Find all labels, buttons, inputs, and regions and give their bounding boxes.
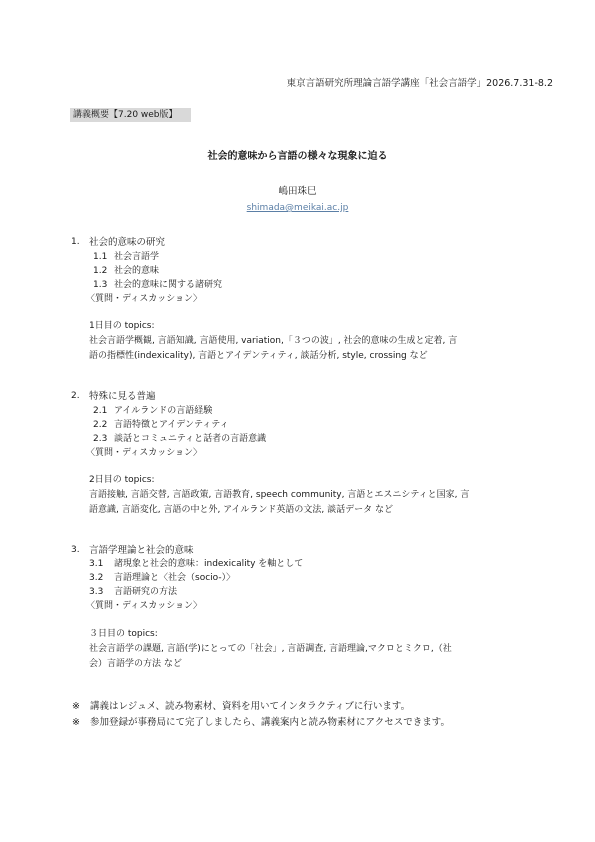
author-name: 嶋田珠巳: [278, 186, 317, 197]
discussion-label: 〈質問・ディスカッション〉: [86, 294, 203, 304]
subsection-label: 社会的意味: [114, 266, 160, 276]
subsection-label: 社会的意味に関する諸研究: [114, 280, 223, 290]
note-item: [72, 714, 450, 728]
topics-text-line: 語意識, 言語変化, 言語の中と外, アイルランド英語の文法, 談話データ など: [89, 505, 393, 515]
subsection-label: 諸現象と社会的意味：indexicality を軸として: [114, 559, 304, 569]
subsection-number: 3.3: [89, 587, 104, 597]
section-number: 2.: [71, 391, 80, 401]
topics-text-line: 会）言語学の方法 など: [89, 659, 182, 669]
topics-text-line: 語の指標性(indexicality), 言語とアイデンティティ, 談話分析, style, crossing など: [89, 351, 428, 361]
subsection-number: 1.3: [93, 280, 108, 290]
note-text: 参加登録が事務局にて完了しましたら、講義案内と読み物素材にアクセスできます。: [90, 717, 450, 728]
section-number: 3.: [71, 545, 80, 555]
subsection-label: 言語理論と〈社会（socio-）〉: [114, 573, 236, 583]
note-item: [72, 698, 410, 712]
subsection-label: 言語研究の方法: [114, 587, 178, 597]
section-title: 特殊に見る普遍: [89, 391, 156, 402]
note-text: 講義はレジュメ、読み物素材、資料を用いてインタラクティブに行います。: [90, 701, 411, 712]
outline-tag: 講義概要【7.20 web版】: [70, 108, 191, 122]
topics-heading: 2日目の topics:: [89, 475, 155, 485]
subsection-number: 2.1: [93, 406, 108, 416]
topics-text-line: 社会言語学概観, 言語知識, 言語使用, variation,「３つの波」, 社会的意味の生成と定着, 言: [89, 336, 458, 346]
subsection-label: アイルランドの言語経験: [114, 406, 213, 416]
topics-text-line: 言語接触, 言語交替, 言語政策, 言語教育, speech community, 言語とエスニシティと国家, 言: [89, 490, 470, 500]
subsection-number: 3.1: [89, 559, 104, 569]
lecture-title: 社会的意味から言語の様々な現象に迫る: [207, 151, 388, 162]
note-mark: ※: [72, 701, 80, 712]
note-mark: ※: [72, 717, 80, 728]
section-title: 言語学理論と社会的意味: [89, 545, 194, 556]
discussion-label: 〈質問・ディスカッション〉: [86, 601, 203, 611]
author-email-link[interactable]: shimada@meikai.ac.jp: [246, 203, 349, 213]
subsection-number: 1.2: [93, 266, 108, 276]
topics-heading: 1日目の topics:: [89, 321, 155, 331]
subsection-label: 談話とコミュニティと話者の言語意識: [114, 434, 267, 444]
subsection-number: 3.2: [89, 573, 104, 583]
subsection-number: 2.2: [93, 420, 108, 430]
subsection-number: 2.3: [93, 434, 108, 444]
section-number: 1.: [71, 237, 80, 247]
topics-heading: ３日目の topics:: [89, 629, 158, 639]
subsection-number: 1.1: [93, 252, 108, 262]
subsection-label: 言語特徴とアイデンティティ: [114, 420, 229, 430]
subsection-label: 社会言語学: [114, 252, 160, 262]
topics-text-line: 社会言語学の課題, 言語(学)にとっての「社会」, 言語調査, 言語理論,マクロとミクロ,（社: [89, 644, 452, 654]
course-header: 東京言語研究所理論言語学講座「社会言語学」2026.7.31-8.2: [286, 78, 553, 89]
section-title: 社会的意味の研究: [89, 237, 166, 248]
discussion-label: 〈質問・ディスカッション〉: [86, 448, 203, 458]
